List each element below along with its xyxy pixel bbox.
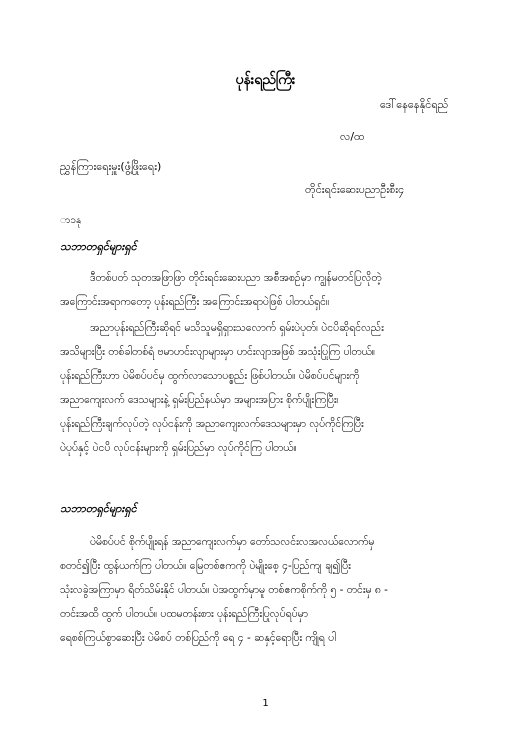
page-number: 1 bbox=[262, 698, 269, 709]
text-line: တင်းအထိ ထွက် ပါတယ်။ ပထမတန်းစား ပုန်းရည်ကြီးပြုလုပ်ရပ်မှာ bbox=[60, 608, 308, 620]
text-line: ပဲမိစပ်ပင် စိုက်ပျိုးရန် အညာကျေးလက်မှာ တော်သလင်းလအလယ်လောက်မှ bbox=[90, 536, 375, 548]
section-heading: သဘာတရှင်များရှင် bbox=[60, 240, 137, 253]
text-line: ပဲပုပ်နှင့် ပဲငပိ လုပ်ငန်းများကို ရှမ်းပြည်မှာ လုပ်ကိုင်ကြ ပါတယ်။ bbox=[60, 442, 297, 454]
paragraph bbox=[60, 266, 475, 314]
text-line: အကြောင်းအရာကတော့ ပုန်းရည်ကြီး အကြောင်းအရာပဲဖြစ် ပါတယ်ရှင်။ bbox=[60, 296, 330, 308]
text-line: အညာကျေးလက် ဒေသများနဲ့ ရှမ်းပြည်နယ်မှာ အများအပြား စိုက်ပျိုးကြပြီး၊ bbox=[60, 394, 339, 406]
text-line: အညာပုန်းရည်ကြီးဆိုရင် မသိသူမရှိရှားသလောက် ရှမ်းပဲပုတ်၊ ပဲငပိဆိုရင်လည်း bbox=[90, 322, 384, 334]
text-line: အသိများပြီး တစ်ခါတစ်ရံ ဗမာဟင်းလျာများမှာ ဟင်းလျာအဖြစ် အသုံးပြုကြ ပါတယ်။ bbox=[60, 346, 375, 358]
editor-line: ညွှန်ကြားရေးမှူး(ဖွံ့ဖြိုးရေး) bbox=[60, 160, 162, 173]
text-line: ပုန်းရည်ကြီးချက်လုပ်တဲ့ လုပ်ငန်းကို အညာကျေးလက်ဒေသများမှာ လုပ်ကိုင်ကြပြီး bbox=[60, 418, 364, 430]
text-line: ပုန်းရည်ကြီးဟာ ပဲမိစပ်ပင်မှ ထွက်လာသောပစ္စည်း ဖြစ်ပါတယ်။ ပဲမိစပ်ပင်များကို bbox=[60, 370, 360, 382]
document-title: ပုန်းရည်ကြီး bbox=[235, 72, 296, 88]
text-line: စတင်၍ပြီး ထွန်ယက်ကြ ပါတယ်။ မြေတစ်ဧကကို ပဲမျိုးစေ့ ၄-ပြည်ကျ ချ၍ပြီး bbox=[60, 560, 351, 572]
paragraph bbox=[60, 316, 475, 460]
reviewer-line: တိုင်းရင်းဆေးပညာဦးစီး၄ bbox=[305, 183, 405, 196]
text-line: ဒီတစ်ပတ် သုတအဖြာဖြာ တိုင်းရင်းဆေးပညာ အစီအစဉ်မှာ ကျွန်မတင်ပြလိုတဲ့ bbox=[90, 272, 382, 284]
text-line: ရေစစ်ကြယ်စွာဆေးပြီး ပဲမိစပ် တစ်ပြည်ကို ရေ ၄ - ဆနှင့်ရောပြီး ကျိုရ ပါ bbox=[60, 632, 336, 644]
author-name: ဒေါ်နေနေနိုင်ရည် bbox=[380, 98, 449, 111]
section-heading: သဘာတရှင်များရှင် bbox=[60, 502, 137, 515]
subject-line: ာ၁နု bbox=[60, 215, 82, 226]
date-line: လ/ထ bbox=[340, 130, 365, 143]
paragraph bbox=[60, 530, 475, 650]
text-line: သုံးလခွဲအကြာမှာ ရိတ်သိမ်းနိုင် ပါတယ်။ ပဲအထွက်မှာမူ တစ်ဧကစိုက်ကို ၅ - တင်းမှ ၈ - bbox=[60, 584, 388, 596]
